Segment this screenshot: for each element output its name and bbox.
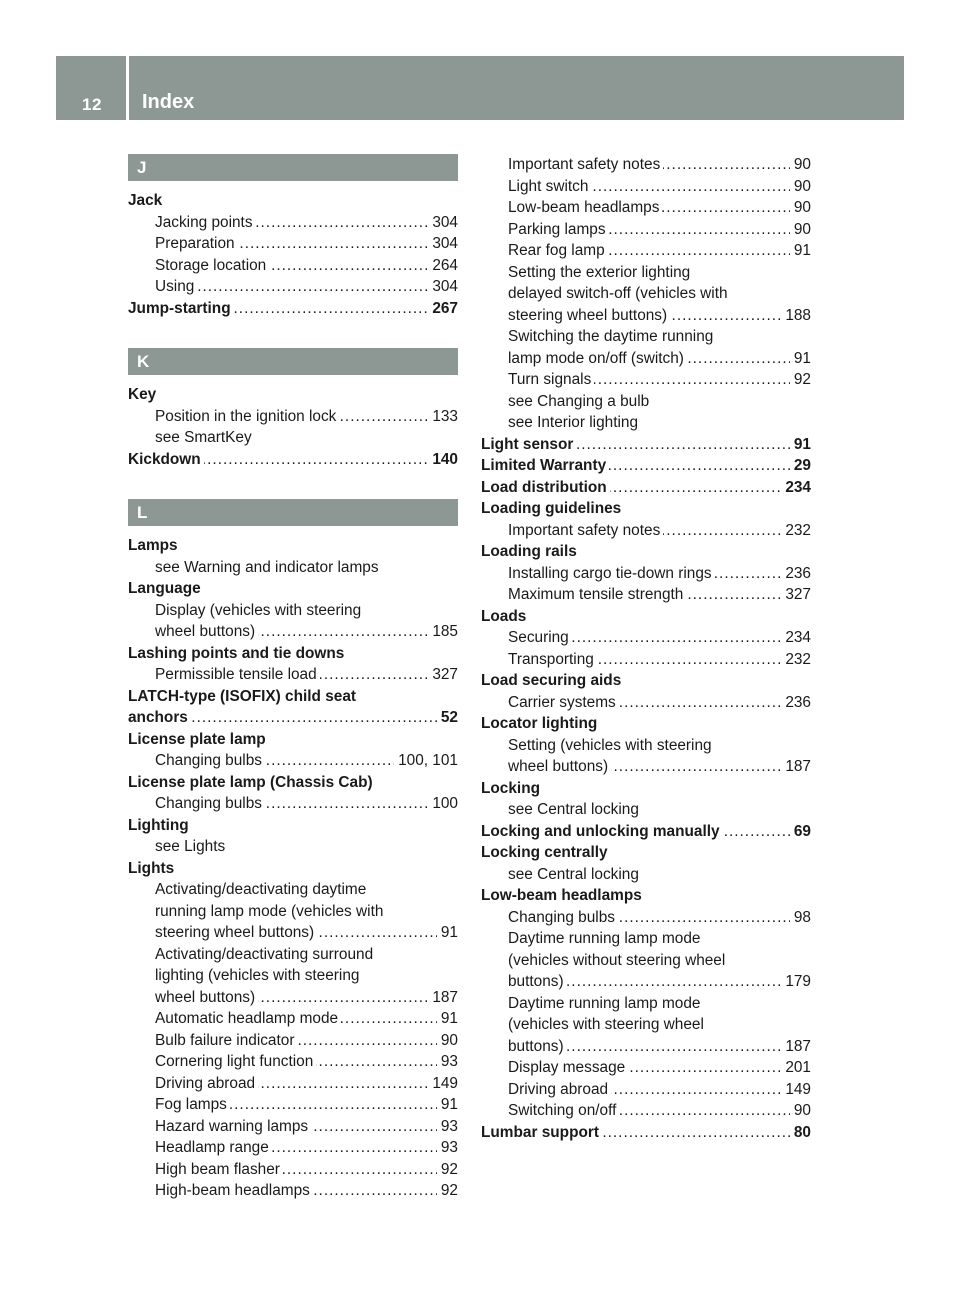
entry-text: Locking centrally (481, 844, 611, 861)
index-subentry-changing-bulbs (128, 750, 458, 772)
entry-text: Turn signals (508, 371, 594, 388)
entry-text: LATCH-type (ISOFIX) child seat (128, 688, 359, 705)
page-reference: 93 (437, 1116, 458, 1138)
entry-text: Cornering light function (155, 1053, 316, 1070)
entry-text: Bulb failure indicator (155, 1032, 297, 1049)
page-reference: 90 (790, 154, 811, 176)
index-subentry-preparation (128, 233, 458, 255)
entry-text: Lighting (128, 817, 192, 834)
entry-text: (vehicles without steering wheel (508, 952, 728, 969)
entry-text: Lashing points and tie downs (128, 645, 347, 662)
letter-heading-j: J (128, 154, 458, 181)
index-entry-lighting (128, 815, 458, 837)
page-reference: 140 (428, 449, 458, 471)
index-subentry-setting-vehicles-with-steering (481, 735, 811, 757)
entry-text: Fog lamps (155, 1096, 230, 1113)
entry-text: Headlamp range (155, 1139, 272, 1156)
entry-text: wheel buttons) (155, 989, 258, 1006)
entry-text: Locking (481, 780, 543, 797)
index-subentry-display-message (481, 1057, 811, 1079)
entry-text: Limited Warranty (481, 457, 609, 474)
page-reference: 149 (428, 1073, 458, 1095)
index-entry-license-plate-lamp (128, 729, 458, 751)
entry-text: (vehicles with steering wheel (508, 1016, 707, 1033)
index-entry-limited-warranty (481, 455, 811, 477)
index-entry-key (128, 384, 458, 406)
index-subentry-lighting-vehicles-with-steering (128, 965, 458, 987)
entry-text: buttons) (508, 973, 567, 990)
index-subentry-see-lights (128, 836, 458, 858)
index-subentry-important-safety-notes (481, 154, 811, 176)
index-subentry-see-central-locking (481, 864, 811, 886)
entry-text: wheel buttons) (155, 623, 258, 640)
page-reference: 232 (781, 649, 811, 671)
index-entry-low-beam-headlamps (481, 885, 811, 907)
index-subentry-delayed-switch-off-vehicles-with (481, 283, 811, 305)
page-reference: 179 (781, 971, 811, 993)
index-subentry-buttons (481, 1036, 811, 1058)
index-subentry-low-beam-headlamps (481, 197, 811, 219)
index-subentry-bulb-failure-indicator (128, 1030, 458, 1052)
page-reference: 188 (781, 305, 811, 327)
entry-text: License plate lamp (Chassis Cab) (128, 774, 376, 791)
page-reference: 90 (790, 1100, 811, 1122)
index-subentry-see-warning-and-indicator-lamps (128, 557, 458, 579)
entry-text: Lights (128, 860, 177, 877)
entry-text: Activating/deactivating daytime (155, 881, 369, 898)
index-subentry-automatic-headlamp-mode (128, 1008, 458, 1030)
page-reference: 91 (437, 922, 458, 944)
page-reference: 92 (437, 1159, 458, 1181)
entry-text: steering wheel buttons) (155, 924, 317, 941)
page-reference: 80 (790, 1122, 811, 1144)
index-subentry-activating-deactivating-surround (128, 944, 458, 966)
entry-text: Rear fog lamp (508, 242, 608, 259)
index-subentry-using (128, 276, 458, 298)
entry-text: Storage location (155, 257, 269, 274)
entry-text: see SmartKey (155, 429, 255, 446)
index-entry-lamps (128, 535, 458, 557)
index-subentry-see-smartkey (128, 427, 458, 449)
entry-text: Activating/deactivating surround (155, 946, 376, 963)
page-reference: 234 (781, 477, 811, 499)
page-reference: 236 (781, 563, 811, 585)
entry-text: Key (128, 386, 159, 403)
entry-text: Installing cargo tie-down rings (508, 565, 715, 582)
entry-text: see Lights (155, 838, 228, 855)
index-entry-lashing-points-and-tie-downs (128, 643, 458, 665)
index-subentry-rear-fog-lamp (481, 240, 811, 262)
index-subentry-storage-location (128, 255, 458, 277)
index-subentry-steering-wheel-buttons (128, 922, 458, 944)
entry-text: Permissible tensile load (155, 666, 320, 683)
entry-text: Low-beam headlamps (508, 199, 662, 216)
page-reference: 100, 101 (394, 750, 458, 772)
index-subentry-wheel-buttons (128, 621, 458, 643)
index-entry-load-distribution (481, 477, 811, 499)
index-entry-loads (481, 606, 811, 628)
entry-text: High beam flasher (155, 1161, 283, 1178)
entry-text: Locking and unlocking manually (481, 823, 723, 840)
entry-text: License plate lamp (128, 731, 269, 748)
page-reference: 91 (790, 348, 811, 370)
index-entry-license-plate-lamp-chassis-cab (128, 772, 458, 794)
entry-text: Light switch (508, 178, 591, 195)
index-entry-language (128, 578, 458, 600)
entry-text: Loading guidelines (481, 500, 624, 517)
entry-text: Switching the daytime running (508, 328, 716, 345)
index-subentry-installing-cargo-tie-down-rings (481, 563, 811, 585)
entry-text: Setting (vehicles with steering (508, 737, 715, 754)
page-reference: 90 (790, 176, 811, 198)
entry-text: Daytime running lamp mode (508, 995, 703, 1012)
page-reference: 93 (437, 1137, 458, 1159)
entry-text: High-beam headlamps (155, 1182, 313, 1199)
index-entry-anchors (128, 707, 458, 729)
index-entry-light-sensor (481, 434, 811, 456)
index-entry-lights (128, 858, 458, 880)
entry-text: anchors (128, 709, 191, 726)
letter-heading-k: K (128, 348, 458, 375)
entry-text: Jack (128, 192, 165, 209)
page-number: 12 (82, 95, 102, 114)
page-reference: 187 (781, 1036, 811, 1058)
entry-text: Display message (508, 1059, 628, 1076)
page-reference: 304 (428, 212, 458, 234)
entry-text: Using (155, 278, 197, 295)
index-subentry-wheel-buttons (128, 987, 458, 1009)
index-subentry-jacking-points (128, 212, 458, 234)
index-entry-load-securing-aids (481, 670, 811, 692)
index-subentry-steering-wheel-buttons (481, 305, 811, 327)
index-entry-latch-type-isofix-child-seat (128, 686, 458, 708)
page-reference: 100 (428, 793, 458, 815)
page-reference: 92 (790, 369, 811, 391)
index-subentry-activating-deactivating-daytime (128, 879, 458, 901)
entry-text: Lumbar support (481, 1124, 602, 1141)
page-reference: 91 (437, 1008, 458, 1030)
page-reference: 201 (781, 1057, 811, 1079)
index-subentry-see-central-locking (481, 799, 811, 821)
index-subentry-high-beam-flasher (128, 1159, 458, 1181)
index-subentry-vehicles-without-steering-wheel (481, 950, 811, 972)
entry-text: see Warning and indicator lamps (155, 559, 382, 576)
entry-text: Driving abroad (155, 1075, 258, 1092)
index-subentry-position-in-the-ignition-lock (128, 406, 458, 428)
entry-text: steering wheel buttons) (508, 307, 670, 324)
index-entry-loading-rails (481, 541, 811, 563)
page-reference: 304 (428, 233, 458, 255)
page-reference: 187 (781, 756, 811, 778)
index-subentry-running-lamp-mode-vehicles-with (128, 901, 458, 923)
index-subentry-daytime-running-lamp-mode (481, 993, 811, 1015)
entry-text: see Changing a bulb (508, 393, 652, 410)
page-reference: 52 (437, 707, 458, 729)
page-reference: 327 (428, 664, 458, 686)
entry-text: Jump-starting (128, 300, 234, 317)
page-reference: 264 (428, 255, 458, 277)
entry-text: Daytime running lamp mode (508, 930, 703, 947)
index-entry-locking (481, 778, 811, 800)
index-entry-jack (128, 190, 458, 212)
index-entry-locking-and-unlocking-manually (481, 821, 811, 843)
entry-text: Parking lamps (508, 221, 609, 238)
index-subentry-fog-lamps (128, 1094, 458, 1116)
entry-text: Securing (508, 629, 572, 646)
page-reference: 69 (790, 821, 811, 843)
letter-heading-l: L (128, 499, 458, 526)
page-reference: 91 (437, 1094, 458, 1116)
page-reference: 91 (790, 434, 811, 456)
entry-text: Loading rails (481, 543, 580, 560)
page-reference: 232 (781, 520, 811, 542)
entry-text: Maximum tensile strength (508, 586, 686, 603)
page-reference: 90 (790, 219, 811, 241)
page-reference: 234 (781, 627, 811, 649)
page-reference: 267 (428, 298, 458, 320)
index-subentry-see-interior-lighting (481, 412, 811, 434)
index-entry-kickdown (128, 449, 458, 471)
index-subentry-lamp-mode-on-off-switch (481, 348, 811, 370)
index-entry-locator-lighting (481, 713, 811, 735)
entry-text: Load securing aids (481, 672, 624, 689)
entry-text: Low-beam headlamps (481, 887, 645, 904)
entry-text: buttons) (508, 1038, 567, 1055)
entry-text: Changing bulbs (155, 795, 265, 812)
index-subentry-setting-the-exterior-lighting (481, 262, 811, 284)
page-reference: 90 (437, 1030, 458, 1052)
index-subentry-changing-bulbs (128, 793, 458, 815)
index-subentry-daytime-running-lamp-mode (481, 928, 811, 950)
index-subentry-high-beam-headlamps (128, 1180, 458, 1202)
entry-text: Automatic headlamp mode (155, 1010, 341, 1027)
index-subentry-switching-the-daytime-running (481, 326, 811, 348)
page-reference: 92 (437, 1180, 458, 1202)
index-subentry-driving-abroad (128, 1073, 458, 1095)
page-reference: 93 (437, 1051, 458, 1073)
index-entry-locking-centrally (481, 842, 811, 864)
entry-text: Changing bulbs (155, 752, 265, 769)
index-subentry-display-vehicles-with-steering (128, 600, 458, 622)
index-subentry-securing (481, 627, 811, 649)
entry-text: Preparation (155, 235, 238, 252)
entry-text: Lamps (128, 537, 181, 554)
page-reference: 304 (428, 276, 458, 298)
header-divider (126, 56, 129, 120)
entry-text: Important safety notes (508, 522, 663, 539)
index-subentry-maximum-tensile-strength (481, 584, 811, 606)
index-entry-jump-starting (128, 298, 458, 320)
entry-text: Important safety notes (508, 156, 663, 173)
index-subentry-headlamp-range (128, 1137, 458, 1159)
page-reference: 91 (790, 240, 811, 262)
index-subentry-driving-abroad (481, 1079, 811, 1101)
entry-text: see Interior lighting (508, 414, 641, 431)
index-subentry-permissible-tensile-load (128, 664, 458, 686)
index-subentry-hazard-warning-lamps (128, 1116, 458, 1138)
page-reference: 327 (781, 584, 811, 606)
page-reference: 90 (790, 197, 811, 219)
entry-text: Kickdown (128, 451, 204, 468)
page-reference: 149 (781, 1079, 811, 1101)
index-subentry-cornering-light-function (128, 1051, 458, 1073)
entry-text: Load distribution (481, 479, 610, 496)
entry-text: lamp mode on/off (switch) (508, 350, 687, 367)
entry-text: Driving abroad (508, 1081, 611, 1098)
index-column-left (128, 154, 458, 1202)
index-subentry-turn-signals (481, 369, 811, 391)
index-subentry-buttons (481, 971, 811, 993)
section-title: Index (142, 91, 195, 113)
entry-text: Display (vehicles with steering (155, 602, 364, 619)
index-subentry-switching-on-off (481, 1100, 811, 1122)
entry-text: wheel buttons) (508, 758, 611, 775)
index-subentry-parking-lamps (481, 219, 811, 241)
entry-text: Position in the ignition lock (155, 408, 339, 425)
entry-text: delayed switch-off (vehicles with (508, 285, 731, 302)
index-subentry-changing-bulbs (481, 907, 811, 929)
page-reference: 236 (781, 692, 811, 714)
entry-text: running lamp mode (vehicles with (155, 903, 386, 920)
page-reference: 29 (790, 455, 811, 477)
entry-text: Carrier systems (508, 694, 619, 711)
page-reference: 185 (428, 621, 458, 643)
entry-text: Transporting (508, 651, 597, 668)
index-entry-loading-guidelines (481, 498, 811, 520)
index-subentry-important-safety-notes (481, 520, 811, 542)
index-subentry-wheel-buttons (481, 756, 811, 778)
page-reference: 187 (428, 987, 458, 1009)
entry-text: Locator lighting (481, 715, 600, 732)
entry-text: see Central locking (508, 866, 642, 883)
entry-text: Switching on/off (508, 1102, 619, 1119)
page-reference: 98 (790, 907, 811, 929)
index-subentry-transporting (481, 649, 811, 671)
entry-text: Hazard warning lamps (155, 1118, 311, 1135)
page-reference: 133 (428, 406, 458, 428)
entry-text: Changing bulbs (508, 909, 618, 926)
index-column-right (481, 154, 811, 1143)
entry-text: see Central locking (508, 801, 642, 818)
index-entry-lumbar-support (481, 1122, 811, 1144)
entry-text: Loads (481, 608, 529, 625)
index-subentry-vehicles-with-steering-wheel (481, 1014, 811, 1036)
index-subentry-carrier-systems (481, 692, 811, 714)
entry-text: lighting (vehicles with steering (155, 967, 362, 984)
index-subentry-see-changing-a-bulb (481, 391, 811, 413)
index-subentry-light-switch (481, 176, 811, 198)
entry-text: Language (128, 580, 204, 597)
entry-text: Jacking points (155, 214, 256, 231)
entry-text: Light sensor (481, 436, 576, 453)
entry-text: Setting the exterior lighting (508, 264, 693, 281)
